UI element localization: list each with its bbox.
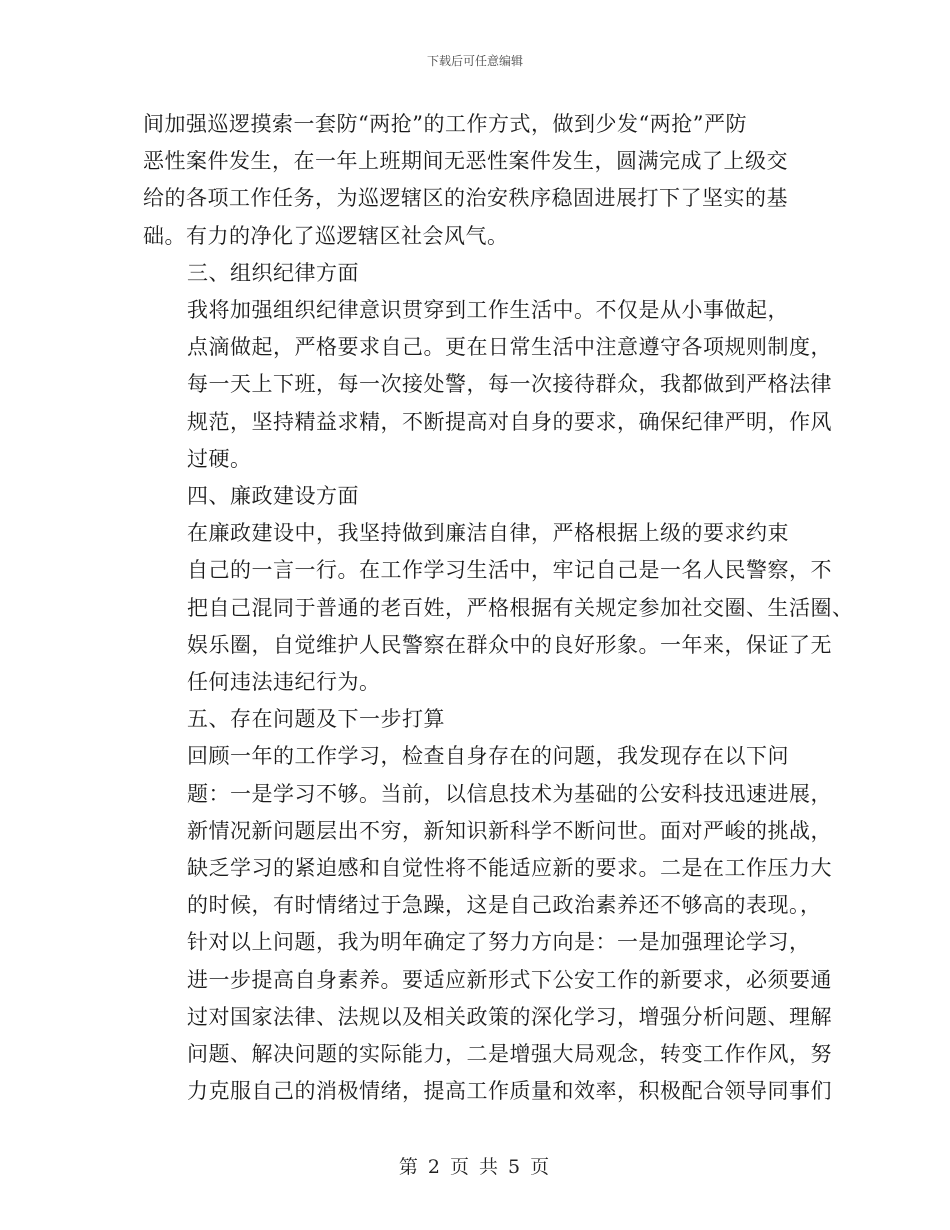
text-line: 针对以上问题，我为明年确定了努力方向是：一是加强理论学习， bbox=[187, 930, 811, 955]
text-line: 娱乐圈，自觉维护人民警察在群众中的良好形象。一年来，保证了无 bbox=[187, 632, 832, 657]
heading-text: 四、廉政建设方面 bbox=[187, 484, 359, 509]
document-body bbox=[143, 106, 854, 1110]
heading-text: 五、存在问题及下一步打算 bbox=[187, 707, 445, 732]
text-line: 在廉政建设中，我坚持做到廉洁自律，严格根据上级的要求约束 bbox=[187, 521, 789, 546]
text-line: 间加强巡逻摸索一套防“两抢”的工作方式，做到少发“两抢”严防 bbox=[143, 112, 747, 136]
text-line: 任何违法违纪行为。 bbox=[187, 670, 381, 695]
text-line: 的时候，有时情绪过于急躁，这是自己政治素养还不够高的表现。， bbox=[187, 893, 822, 918]
text-line: 题：一是学习不够。当前，以信息技术为基础的公安科技迅速进展， bbox=[187, 781, 832, 806]
section-heading-3 bbox=[143, 255, 803, 292]
text-line: 把自己混同于普通的老百姓，严格根据有关规定参加社交圈、生活圈、 bbox=[187, 595, 854, 620]
text-line: 力克服自己的消极情绪，提高工作质量和效率，积极配合领导同事们 bbox=[187, 1079, 832, 1104]
section-heading-5 bbox=[143, 701, 803, 738]
text-line: 础。有力的净化了巡逻辖区社会风气。 bbox=[143, 223, 509, 248]
text-line: 每一天上下班，每一次接处警，每一次接待群众，我都做到严格法律 bbox=[187, 372, 832, 397]
text-line: 恶性案件发生，在一年上班期间无恶性案件发生，圆满完成了上级交 bbox=[143, 149, 788, 174]
paragraph-problems bbox=[143, 738, 832, 924]
text-line: 问题、解决问题的实际能力，二是增强大局观念，转变工作作风，努 bbox=[187, 1042, 832, 1067]
text-line: 自己的一言一行。在工作学习生活中，牢记自己是一名人民警察，不 bbox=[187, 558, 832, 583]
text-line: 进一步提高自身素养。要适应新形式下公安工作的新要求，必须要通 bbox=[187, 967, 832, 992]
text-line: 过对国家法律、法规以及相关政策的深化学习，增强分析问题、理解 bbox=[187, 1004, 832, 1029]
text-line: 新情况新问题层出不穷，新知识新科学不断问世。面对严峻的挑战， bbox=[187, 818, 832, 843]
page-footer: 第 2 页 共 5 页 bbox=[398, 1156, 552, 1178]
text-line: 回顾一年的工作学习，检查自身存在的问题，我发现存在以下问 bbox=[187, 744, 789, 769]
text-line: 规范，坚持精益求精，不断提高对自身的要求，确保纪律严明，作风 bbox=[187, 409, 832, 434]
paragraph-discipline bbox=[143, 292, 832, 478]
text-line: 点滴做起，严格要求自己。更在日常生活中注意遵守各项规则制度， bbox=[187, 335, 832, 360]
text-line: 过硬。 bbox=[187, 446, 252, 471]
paragraph-1 bbox=[143, 106, 803, 255]
paragraph-integrity bbox=[143, 515, 854, 701]
text-line: 给的各项工作任务，为巡逻辖区的治安秩序稳固进展打下了坚实的基 bbox=[143, 186, 788, 211]
heading-text: 三、组织纪律方面 bbox=[187, 260, 359, 285]
paragraph-plans bbox=[143, 924, 832, 1110]
section-heading-4 bbox=[143, 478, 803, 515]
text-line: 我将加强组织纪律意识贯穿到工作生活中。不仅是从小事做起， bbox=[187, 298, 789, 323]
text-line: 缺乏学习的紧迫感和自觉性将不能适应新的要求。二是在工作压力大 bbox=[187, 856, 832, 881]
page-header: 下载后可任意编辑 bbox=[426, 54, 523, 68]
